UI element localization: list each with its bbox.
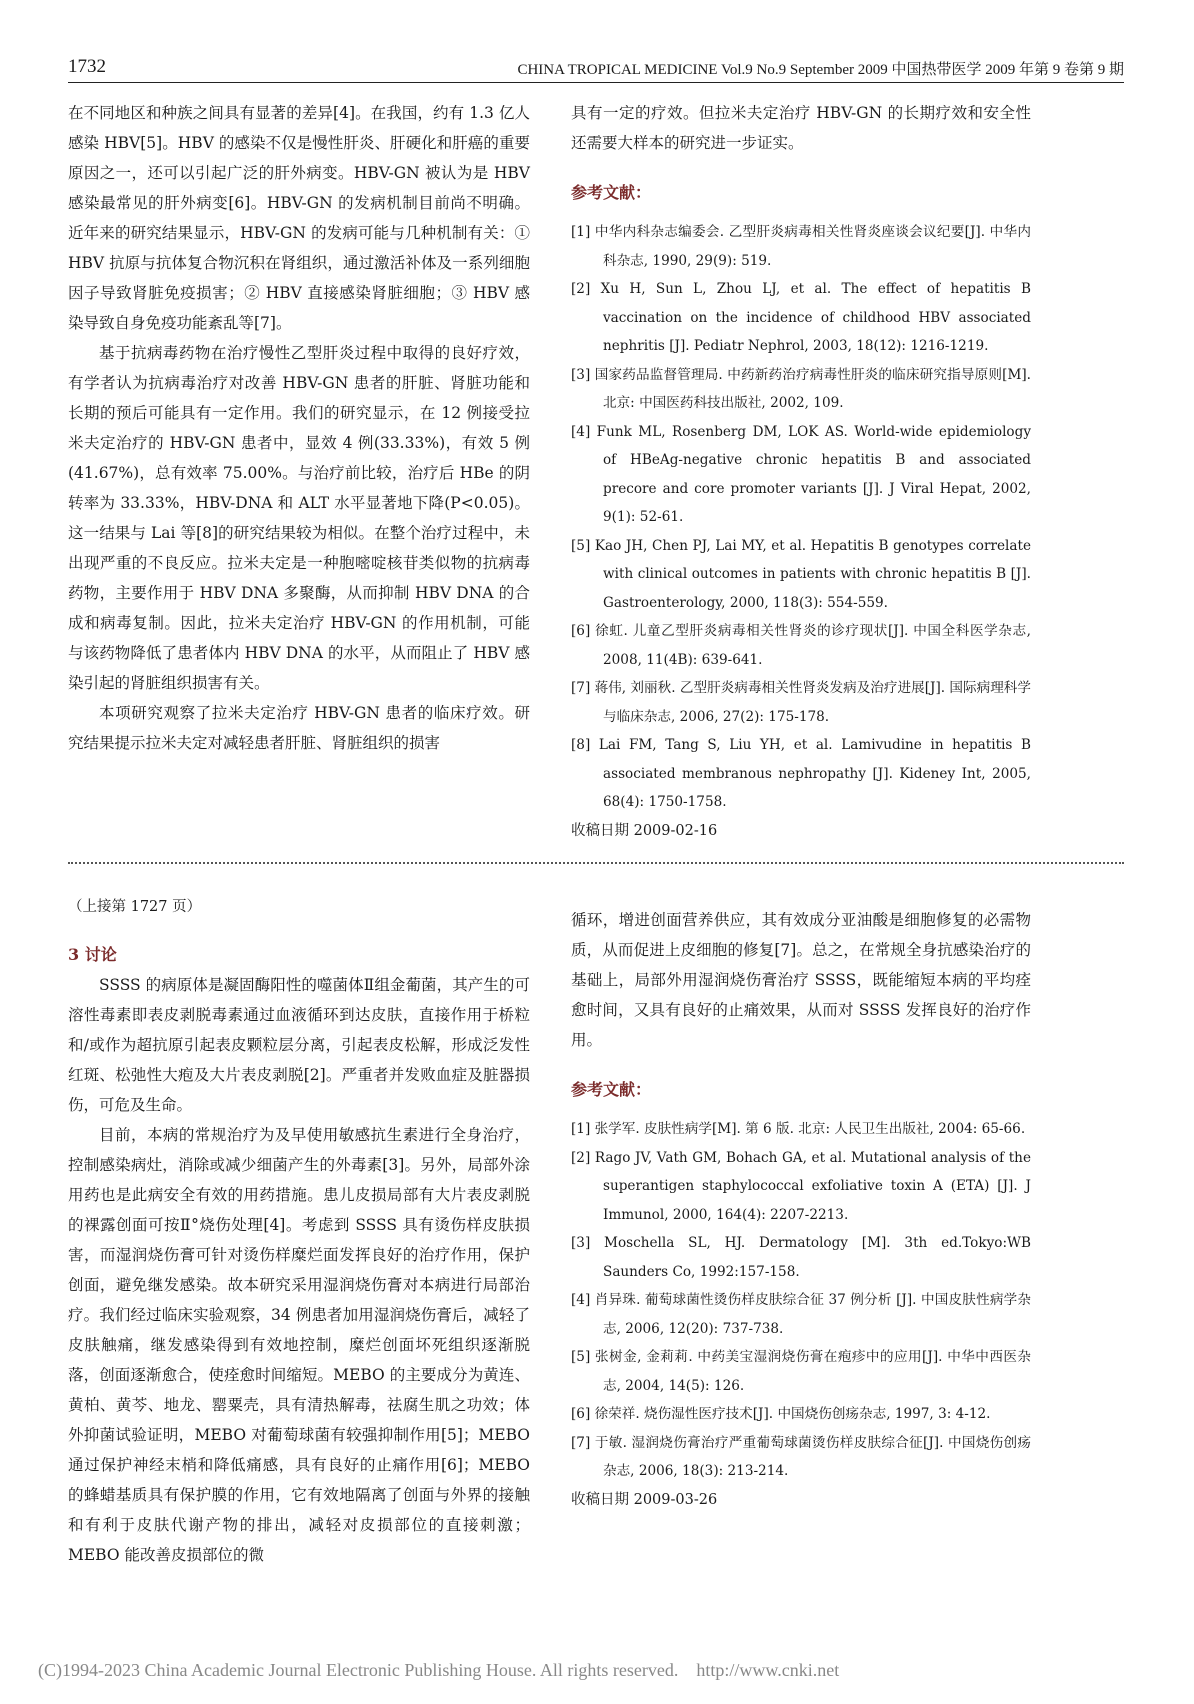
reference-item: [7] 蒋伟, 刘丽秋. 乙型肝炎病毒相关性肾炎发病及治疗进展[J]. 国际病理科学与临床杂志, 2006, 27(2): 175-178. bbox=[571, 680, 1031, 725]
reference-item: [8] Lai FM, Tang S, Liu YH, et al. Lamivudine in hepatitis B associated membranous nephropathy [J]. Kideney Int, 2005, 68(4): 1750-1758. bbox=[571, 737, 1031, 810]
reference-item: [3] 国家药品监督管理局. 中药新药治疗病毒性肝炎的临床研究指导原则[M]. 北京: 中国医药科技出版社, 2002, 109. bbox=[571, 366, 1031, 411]
body-paragraph: 在不同地区和种族之间具有显著的差异[4]。在我国，约有 1.3 亿人感染 HBV[5]。HBV 的感染不仅是慢性肝炎、肝硬化和肝癌的重要原因之一，还可以引起广泛的肝外病变。HBV-GN 被认为是 HBV 感染最常见的肝外病变[6]。HBV-GN 的发病机制目前尚不明确。近年来的研究结果显示，HBV-GN 的发病可能与几种机制有关：① HBV 抗原与抗体复合物沉积在肾组织，通过激活补体及一系列细胞因子导致肾脏免疫损害；② HBV 直接感染肾脏细胞；③ HBV 感染导致自身免疫功能紊乱等[7]。 bbox=[68, 104, 530, 332]
page-number: 1732 bbox=[68, 56, 106, 77]
reference-item: [2] Xu H, Sun L, Zhou LJ, et al. The effect of hepatitis B vaccination on the incidence of childhood HBV associated nephritis [J]. Pediatr Nephrol, 2003, 18(12): 1216-1219. bbox=[571, 281, 1031, 354]
body-paragraph: 循环，增进创面营养供应，其有效成分亚油酸是细胞修复的必需物质，从而促进上皮细胞的修复[7]。总之，在常规全身抗感染治疗的基础上，局部外用湿润烧伤膏治疗 SSSS，既能缩短本病的平均痊愈时间，又具有良好的止痛效果，从而对 SSSS 发挥良好的治疗作用。 bbox=[571, 911, 1031, 1049]
copyright-text: (C)1994-2023 China Academic Journal Electronic Publishing House. All rights reserved. bbox=[38, 1660, 679, 1680]
section-divider bbox=[68, 862, 1124, 864]
journal-title: CHINA TROPICAL MEDICINE Vol.9 No.9 September 2009 中国热带医学 2009 年第 9 卷第 9 期 bbox=[517, 62, 1124, 78]
reference-item: [6] 徐荣祥. 烧伤湿性医疗技术[J]. 中国烧伤创疡杂志, 1997, 3: 4-12. bbox=[571, 1406, 991, 1422]
body-paragraph: SSSS 的病原体是凝固酶阳性的噬菌体Ⅱ组金葡菌，其产生的可溶性毒素即表皮剥脱毒素通过血液循环到达皮肤，直接作用于桥粒和/或作为超抗原引起表皮颗粒层分离，引起表皮松解，形成泛发性红斑、松弛性大疱及大片表皮剥脱[2]。严重者并发败血症及脏器损伤，可危及生命。 bbox=[68, 976, 530, 1114]
reference-item: [1] 中华内科杂志编委会. 乙型肝炎病毒相关性肾炎座谈会议纪要[J]. 中华内科杂志, 1990, 29(9): 519. bbox=[571, 224, 1031, 269]
reference-item: [5] 张树金, 金莉莉. 中药美宝湿润烧伤膏在疱疹中的应用[J]. 中华中西医杂志, 2004, 14(5): 126. bbox=[571, 1349, 1031, 1394]
body-paragraph: 本项研究观察了拉米夫定治疗 HBV-GN 患者的临床疗效。研究结果提示拉米夫定对减轻患者肝脏、肾脏组织的损害 bbox=[68, 704, 530, 752]
body-paragraph: 基于抗病毒药物在治疗慢性乙型肝炎过程中取得的良好疗效，有学者认为抗病毒治疗对改善 HBV-GN 患者的肝脏、肾脏功能和长期的预后可能具有一定作用。我们的研究显示，在 12 例接受拉米夫定治疗的 HBV-GN 患者中，显效 4 例(33.33%)，有效 5 例(41.67%)，总有效率 75.00%。与治疗前比较，治疗后 HBe 的阴转率为 33.33%，HBV-DNA 和 ALT 水平显著地下降(P<0.05)。这一结果与 Lai 等[8]的研究结果较为相似。在整个治疗过程中，未出现严重的不良反应。拉米夫定是一种胞嘧啶核苷类似物的抗病毒药物，主要作用于 HBV DNA 多聚酶，从而抑制 HBV DNA 的合成和病毒复制。因此，拉米夫定治疗 HBV-GN 的作用机制，可能与该药物降低了患者体内 HBV DNA 的水平，从而阻止了 HBV 感染引起的肾脏组织损害有关。 bbox=[68, 344, 530, 692]
copyright-footer bbox=[38, 1660, 839, 1681]
received-date: 收稿日期 2009-02-16 bbox=[571, 822, 718, 839]
reference-item: [5] Kao JH, Chen PJ, Lai MY, et al. Hepatitis B genotypes correlate with clinical outcomes in patients with chronic hepatitis B [J]. Gastroenterology, 2000, 118(3): 554-559. bbox=[571, 537, 1031, 611]
reference-item: [4] 肖异珠. 葡萄球菌性烫伤样皮肤综合征 37 例分析 [J]. 中国皮肤性病学杂志, 2006, 12(20): 737-738. bbox=[571, 1292, 1031, 1337]
references-heading: 参考文献： bbox=[571, 1080, 652, 1099]
reference-item: [2] Rago JV, Vath GM, Bohach GA, et al. Mutational analysis of the superantigen staphylococcal exfoliative toxin A (ETA) [J]. J Immunol, 2000, 164(4): 2207-2213. bbox=[571, 1149, 1031, 1223]
reference-item: [6] 徐虹. 儿童乙型肝炎病毒相关性肾炎的诊疗现状[J]. 中国全科医学杂志, 2008, 11(4B): 639-641. bbox=[571, 623, 1031, 668]
bottom-left-column bbox=[68, 940, 530, 1570]
cnki-link[interactable]: http://www.cnki.net bbox=[696, 1660, 840, 1680]
bottom-right-column bbox=[571, 905, 1031, 1514]
body-paragraph: 具有一定的疗效。但拉米夫定治疗 HBV-GN 的长期疗效和安全性还需要大样本的研究进一步证实。 bbox=[571, 104, 1031, 152]
top-left-column bbox=[68, 98, 530, 758]
top-right-column bbox=[571, 98, 1031, 845]
section-heading: 3 讨论 bbox=[68, 945, 117, 964]
body-paragraph: 目前，本病的常规治疗为及早使用敏感抗生素进行全身治疗，控制感染病灶，消除或减少细菌产生的外毒素[3]。另外，局部外涂用药也是此病安全有效的用药措施。患儿皮损局部有大片表皮剥脱的裸露创面可按Ⅱ°烧伤处理[4]。考虑到 SSSS 具有烫伤样皮肤损害，而湿润烧伤膏可针对烫伤样糜烂面发挥良好的治疗作用，保护创面，避免继发感染。故本研究采用湿润烧伤膏对本病进行局部治疗。我们经过临床实验观察，34 例患者加用湿润烧伤膏后，减轻了皮肤触痛，继发感染得到有效地控制，糜烂创面坏死组织逐渐脱落，创面逐渐愈合，使痊愈时间缩短。MEBO 的主要成分为黄连、黄柏、黄芩、地龙、罂粟壳，具有清热解毒，祛腐生肌之功效；体外抑菌试验证明，MEBO 对葡萄球菌有较强抑制作用[5]；MEBO 通过保护神经末梢和降低痛感，具有良好的止痛作用[6]；MEBO 的蜂蜡基质具有保护膜的作用，它有效地隔离了创面与外界的接触和有利于皮肤代谢产物的排出，减轻对皮损部位的直接刺激；MEBO 能改善皮损部位的微 bbox=[68, 1126, 530, 1564]
received-date: 收稿日期 2009-03-26 bbox=[571, 1491, 718, 1508]
reference-item: [4] Funk ML, Rosenberg DM, LOK AS. World-wide epidemiology of HBeAg-negative chronic hepatitis B and associated precore and core promoter variants [J]. J Viral Hepat, 2002, 9(1): 52-61. bbox=[571, 423, 1031, 525]
running-header bbox=[68, 54, 1124, 83]
references-heading: 参考文献： bbox=[571, 183, 652, 202]
continued-note: （上接第 1727 页） bbox=[68, 899, 202, 915]
reference-item: [1] 张学军. 皮肤性病学[M]. 第 6 版. 北京: 人民卫生出版社, 2004: 65-66. bbox=[571, 1121, 1026, 1137]
reference-item: [3] Moschella SL, HJ. Dermatology [M]. 3th ed.Tokyo:WB Saunders Co, 1992:157-158. bbox=[571, 1235, 1031, 1280]
reference-item: [7] 于敏. 湿润烧伤膏治疗严重葡萄球菌烫伤样皮肤综合征[J]. 中国烧伤创疡杂志, 2006, 18(3): 213-214. bbox=[571, 1434, 1031, 1479]
